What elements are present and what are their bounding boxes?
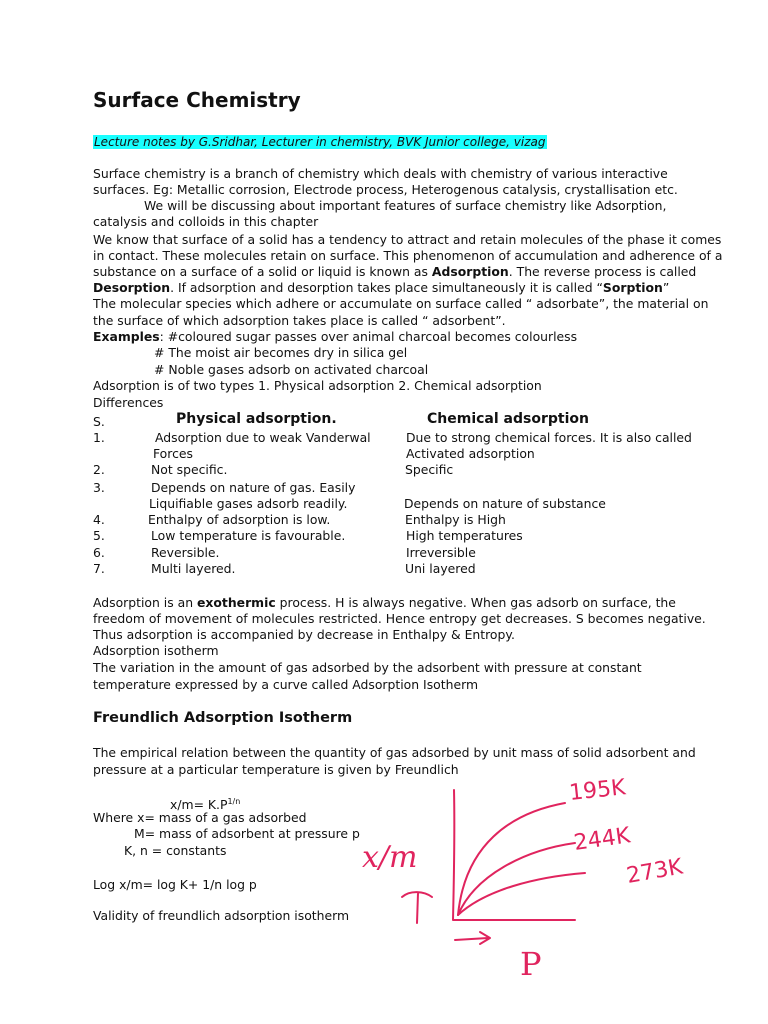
intro-line-2: surfaces. Eg: Metallic corrosion, Electrode process, Heterogenous catalysis, crystallisation etc. (93, 182, 678, 197)
intro-line-5: We know that surface of a solid has a tendency to attract and retain molecules of the phase it comes (93, 232, 722, 247)
text: Adsorption is an (93, 595, 198, 610)
text: : #coloured sugar passes over animal charcoal becomes colourless (159, 329, 578, 344)
table-row-num: 7. (93, 561, 105, 576)
text: substance on a surface of a solid or liquid is known as (93, 264, 432, 279)
table-row-chemical: Due to strong chemical forces. It is also called (406, 430, 692, 445)
intro-line-3: We will be discussing about important features of surface chemistry like Adsorption, (144, 198, 667, 213)
intro-line-6: in contact. These molecules retain on surface. This phenomenon of accumulation and adherence of a (93, 248, 723, 263)
term-adsorption: Adsorption (431, 264, 509, 279)
table-row-num: 6. (93, 545, 105, 560)
freundlich-line-1: The empirical relation between the quantity of gas adsorbed by unit mass of solid adsorbent and (93, 745, 696, 760)
thermo-line-4: Adsorption isotherm (93, 643, 219, 658)
term-desorption: Desorption (93, 280, 171, 295)
examples-line-1 (93, 329, 577, 345)
where-line-2: M= mass of adsorbent at pressure p (134, 826, 360, 841)
intro-line-8 (93, 280, 669, 296)
table-head-physical: Physical adsorption. (176, 411, 337, 427)
term-exothermic: exothermic (197, 595, 276, 610)
table-row-num: 3. (93, 480, 105, 495)
table-row-physical: Multi layered. (151, 561, 236, 576)
author-credit (93, 134, 547, 150)
curve-273k (458, 873, 585, 915)
table-row-chemical: Depends on nature of substance (404, 496, 606, 511)
intro-line-1: Surface chemistry is a branch of chemistry which deals with chemistry of various interactive (93, 166, 668, 181)
curve-195k (458, 803, 565, 915)
equation-text: x/m= K.P (170, 797, 228, 813)
intro-line-10: the surface of which adsorption takes place is called “ adsorbent”. (93, 313, 506, 328)
table-row-physical: Adsorption due to weak Vanderwal (155, 430, 371, 445)
table-row-num: 4. (93, 512, 105, 527)
thermo-line-3: Thus adsorption is accompanied by decrease in Enthalpy & Entropy. (93, 627, 515, 642)
sketch-label-195k: 195K (568, 775, 627, 806)
log-equation: Log x/m= log K+ 1/n log p (93, 877, 257, 892)
thermo-line-6: temperature expressed by a curve called Adsorption Isotherm (93, 677, 479, 692)
table-row-physical: Low temperature is favourable. (151, 528, 346, 543)
examples-line-2: # The moist air becomes dry in silica gel (154, 345, 408, 360)
validity-line: Validity of freundlich adsorption isotherm (93, 908, 350, 923)
text: . The reverse process is called (508, 264, 697, 279)
examples-label: Examples (93, 329, 160, 344)
intro-line-9: The molecular species which adhere or accumulate on surface called “ adsorbate”, the material on (93, 296, 709, 311)
table-row-chemical: Enthalpy is High (405, 512, 506, 527)
up-arrow-icon (402, 892, 432, 923)
table-row-chemical: High temperatures (406, 528, 523, 543)
table-row-physical: Reversible. (151, 545, 220, 560)
table-head-chemical: Chemical adsorption (427, 411, 589, 427)
sketch-xlabel: P (520, 945, 542, 983)
curve-244k (458, 843, 575, 915)
table-row-chemical: Activated adsorption (406, 446, 535, 461)
thermo-line-5: The variation in the amount of gas adsorbed by the adsorbent with pressure at constant (93, 660, 642, 675)
intro-line-7 (93, 264, 696, 280)
table-row-physical: Forces (153, 446, 193, 461)
text: . If adsorption and desorption takes place simultaneously it is called “ (170, 280, 603, 295)
table-row-chemical: Uni layered (405, 561, 476, 576)
thermo-line-2: freedom of movement of molecules restricted. Hence entropy get decreases. S becomes negative. (93, 611, 706, 626)
differences-label: Differences (93, 395, 164, 410)
credit-highlight: Lecture notes by G.Sridhar, Lecturer in chemistry, BVK Junior college, vizag (94, 135, 546, 149)
table-col-s: S. (93, 414, 105, 429)
right-arrow-icon (455, 932, 490, 944)
where-line-3: K, n = constants (124, 843, 227, 858)
text: process. H is always negative. When gas adsorb on surface, the (275, 595, 676, 610)
where-line-1: Where x= mass of a gas adsorbed (93, 810, 307, 825)
sketch-ylabel: x/m (362, 840, 418, 875)
freundlich-heading: Freundlich Adsorption Isotherm (93, 710, 353, 726)
sketch-label-273k: 273K (624, 854, 685, 889)
sketch-axes (453, 790, 575, 920)
table-row-physical: Enthalpy of adsorption is low. (148, 512, 331, 527)
table-row-chemical: Irreversible (406, 545, 476, 560)
sketch-label-244k: 244K (572, 823, 632, 856)
thermo-line-1 (93, 595, 676, 611)
adsorption-types: Adsorption is of two types 1. Physical adsorption 2. Chemical adsorption (93, 378, 542, 393)
freundlich-line-2: pressure at a particular temperature is given by Freundlich (93, 762, 459, 777)
table-row-num: 1. (93, 430, 105, 445)
term-sorption: Sorption (602, 280, 663, 295)
table-row-physical: Not specific. (151, 462, 228, 477)
table-row-physical: Liquifiable gases adsorb readily. (149, 496, 348, 511)
table-row-num: 2. (93, 462, 105, 477)
table-row-chemical: Specific (405, 462, 454, 477)
isotherm-hand-sketch (360, 775, 720, 985)
intro-line-4: catalysis and colloids in this chapter (93, 214, 319, 229)
examples-line-3: # Noble gases adsorb on activated charcoal (154, 362, 429, 377)
table-row-physical: Depends on nature of gas. Easily (151, 480, 356, 495)
page-title: Surface Chemistry (93, 88, 301, 112)
text: ” (662, 280, 670, 295)
table-row-num: 5. (93, 528, 105, 543)
equation-exponent: 1/n (227, 797, 241, 806)
